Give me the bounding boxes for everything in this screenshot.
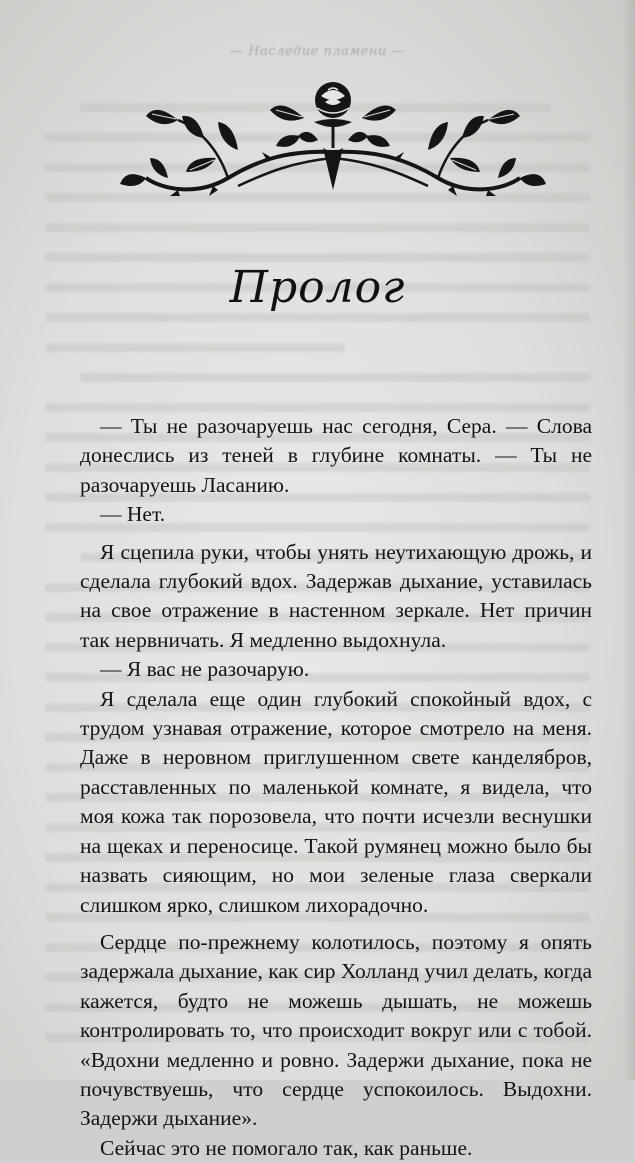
paragraph: Сердце по-прежнему колотилось, поэтому я опять задержала дыхание, как сир Холланд учил делать, когда кажется, будто не можешь дышать, не можешь контролировать то, что происходит вокруг или с тобой. «Вдохни медленно и ровно. Задержи дыхание, пока не почувствуешь, что сердце успокоилось. Выдохни. Задержи дыхание». [80,929,592,1131]
paragraph: Сейчас это не помогало так, как раньше. [100,1135,473,1160]
rose-ornament-icon [118,78,548,208]
running-head: — Наследие пламени — [230,44,405,59]
paragraph: — Ты не разочаруешь нас сегодня, Сера. — Слова донеслись из теней в глубине комнаты. — Ты не разочаруешь Ласанию. [80,414,592,497]
chapter-body [80,412,592,1163]
paragraph: Я сделала еще один глубокий спокойный вдох, с трудом узнавая отражение, которое смотрело на меня. Даже в неровном приглушенном свете канделябров, расставленных по маленькой комнате, я видела, что моя кожа так порозовела, что почти исчезли веснушки на щеках и переносице. Такой румянец можно было бы назвать сияющим, но мои зеленые глаза сверкали слишком ярко, слишком лихорадочно. [80,686,592,917]
chapter-title: Пролог [229,262,406,313]
page-edge-shadow [621,0,635,1080]
paragraph: Я сцепила руки, чтобы унять неутихающую дрожь, и сделала глубокий вдох. Задержав дыхание, уставилась на свое отражение в настенном зеркале. Нет причин так нервничать. Я медленно выдохнула. [80,539,592,652]
paragraph: — Я вас не разочарую. [100,657,310,682]
paragraph: — Нет. [100,502,166,527]
